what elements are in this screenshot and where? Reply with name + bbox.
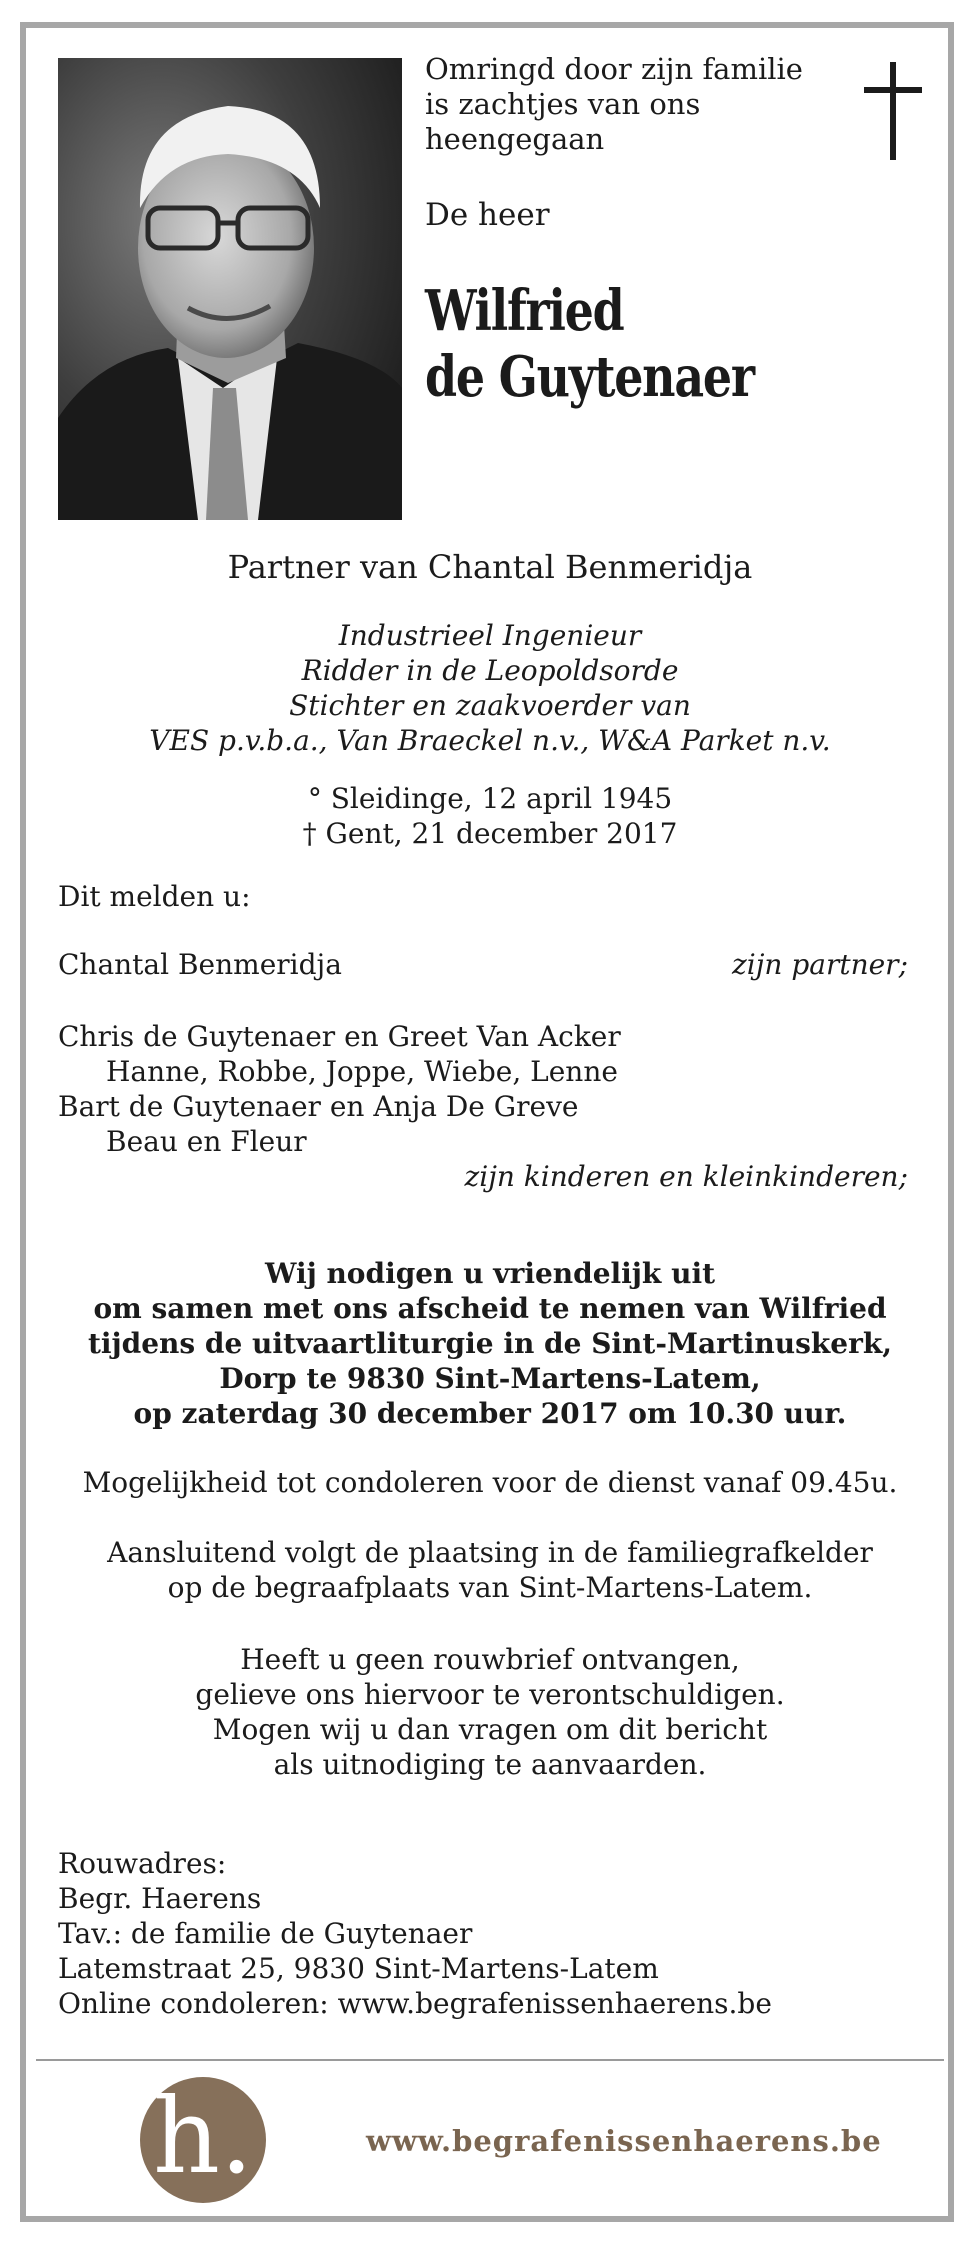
address-line: Rouwadres:: [58, 1847, 227, 1880]
apology-line: Heeft u geen rouwbrief ontvangen,: [240, 1643, 740, 1676]
family-line: Chris de Guytenaer en Greet Van Acker: [58, 1020, 621, 1053]
footer-divider: [36, 2059, 944, 2061]
apology-line: als uitnodiging te aanvaarden.: [273, 1748, 707, 1781]
title-line: Ridder in de Leopoldsorde: [301, 654, 679, 687]
partner-line-text: Partner van Chantal Benmeridja: [227, 548, 753, 586]
intro-line: heengegaan: [425, 122, 605, 156]
invitation-line: Wij nodigen u vriendelijk uit: [264, 1257, 716, 1290]
address-line: Tav.: de familie de Guytenaer: [58, 1917, 473, 1950]
title-line: Stichter en zaakvoerder van: [289, 689, 691, 722]
address-block: [58, 1846, 772, 2021]
birth-symbol: °: [307, 782, 322, 815]
burial-line: op de begraafplaats van Sint-Martens-Latem.: [167, 1571, 813, 1604]
address-line: Begr. Haerens: [58, 1882, 262, 1915]
death-date: Gent, 21 december 2017: [325, 817, 678, 850]
family-line: Hanne, Robbe, Joppe, Wiebe, Lenne: [106, 1055, 618, 1088]
family-line: Bart de Guytenaer en Anja De Greve: [58, 1090, 579, 1123]
partner-name: Chantal Benmeridja: [58, 948, 342, 981]
partner-line: [40, 547, 940, 587]
last-name: de Guytenaer: [425, 344, 754, 410]
salutation: De heer: [425, 197, 550, 233]
intro-text: [425, 52, 845, 157]
apology-block: [40, 1642, 940, 1782]
intro-line: is zachtjes van ons: [425, 87, 701, 121]
burial-line: Aansluitend volgt de plaatsing in de familiegrafkelder: [107, 1536, 873, 1569]
invitation-block: [40, 1256, 940, 1431]
death-symbol: †: [302, 817, 317, 850]
invitation-line: om samen met ons afscheid te nemen van Wilfried: [93, 1292, 887, 1325]
address-line: Online condoleren: www.begrafenissenhaerens.be: [58, 1987, 772, 2020]
burial-block: [40, 1535, 940, 1605]
titles-block: [40, 618, 940, 758]
apology-line: gelieve ons hiervoor te verontschuldigen.: [195, 1678, 785, 1711]
invitation-line: op zaterdag 30 december 2017 om 10.30 uur.: [133, 1397, 847, 1430]
funeral-home-logo: h.: [140, 2077, 266, 2203]
birth-line: [40, 781, 940, 816]
deceased-name: [425, 278, 754, 410]
address-line: Latemstraat 25, 9830 Sint-Martens-Latem: [58, 1952, 659, 1985]
birth-date: Sleidinge, 12 april 1945: [330, 782, 673, 815]
cross-icon: [864, 62, 922, 160]
condolence-text: [40, 1465, 940, 1500]
condolence-line: Mogelijkheid tot condoleren voor de dienst vanaf 09.45u.: [82, 1466, 898, 1499]
website-link[interactable]: www.begrafenissenhaerens.be: [366, 2124, 882, 2158]
partner-relation: zijn partner;: [732, 948, 908, 981]
family-line: Beau en Fleur: [106, 1125, 307, 1158]
portrait-photo: [58, 58, 402, 520]
death-line: [40, 816, 940, 851]
family-block: [58, 1019, 621, 1159]
title-line: VES p.v.b.a., Van Braeckel n.v., W&A Parket n.v.: [149, 724, 831, 757]
first-name: Wilfried: [425, 278, 624, 344]
invitation-line: tijdens de uitvaartliturgie in de Sint-Martinuskerk,: [87, 1327, 893, 1360]
intro-line: Omringd door zijn familie: [425, 52, 803, 86]
invitation-line: Dorp te 9830 Sint-Martens-Latem,: [219, 1362, 761, 1395]
announce-text: Dit melden u:: [58, 880, 251, 913]
title-line: Industrieel Ingenieur: [338, 619, 642, 652]
family-relation: zijn kinderen en kleinkinderen;: [464, 1160, 908, 1193]
apology-line: Mogen wij u dan vragen om dit bericht: [212, 1713, 768, 1746]
dates-block: [40, 781, 940, 851]
